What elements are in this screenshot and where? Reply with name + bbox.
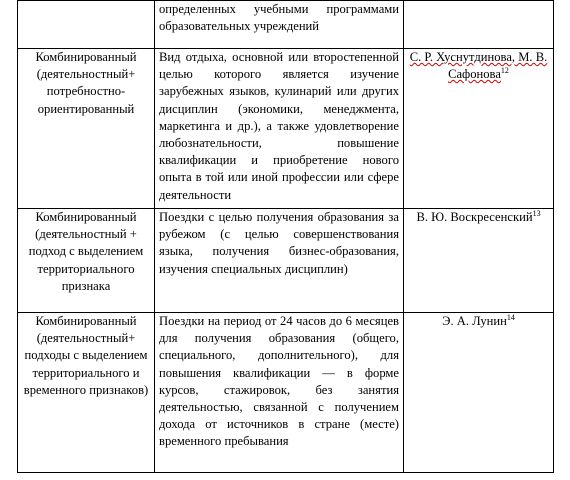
approach-cell: Комбинированный (деятельностный+ подходы с выделением территориального и временного признаков) xyxy=(18,313,155,473)
definition-cell: Поездки с целью получения образования за рубежом (с целью совершенствования языка, получения бизнес-образования, изучения специальных дисциплин) xyxy=(155,209,404,313)
footnote-ref[interactable]: 13 xyxy=(532,208,541,218)
author-name: В. Ю. Воскресенский xyxy=(416,210,533,224)
approach-cell xyxy=(18,1,155,49)
footnote-ref[interactable]: 12 xyxy=(500,66,509,76)
definition-cell: определенных учебными программами образовательных учреждений xyxy=(155,1,404,49)
table-row xyxy=(18,313,554,473)
footnote-ref[interactable]: 14 xyxy=(506,312,515,322)
author-cell xyxy=(404,209,554,313)
approach-cell: Комбинированный (деятельностный+ потребностно-ориентированный xyxy=(18,49,155,209)
approach-cell: Комбинированный (деятельностный + подход с выделением территориального признака xyxy=(18,209,155,313)
definitions-table xyxy=(17,0,554,473)
author-cell xyxy=(404,313,554,473)
definition-cell: Поездки на период от 24 часов до 6 месяцев для получения образования (общего, специального, дополнительного), для повышения квалификации — в форме курсов, стажировок, без занятия деятельностью, связанной с получением дохода от источников в стране (месте) временного пребывания xyxy=(155,313,404,473)
author-cell xyxy=(404,1,554,49)
author-name: С. Р. Хуснутдинова, М. В. Сафонова xyxy=(409,50,548,82)
table-row xyxy=(18,1,554,49)
table-row xyxy=(18,49,554,209)
definition-cell: Вид отдыха, основной или второстепенной целью которого является изучение зарубежных языков, кулинарий или других дисциплин (экономики, менеджмента, маркетинга и др.), а также удовлетворение любознательности, повышение квалификации и приобретение нового опыта в той или иной профессии или сфере деятельности xyxy=(155,49,404,209)
author-cell xyxy=(404,49,554,209)
table-row xyxy=(18,209,554,313)
author-name: Э. А. Лунин xyxy=(442,314,507,328)
